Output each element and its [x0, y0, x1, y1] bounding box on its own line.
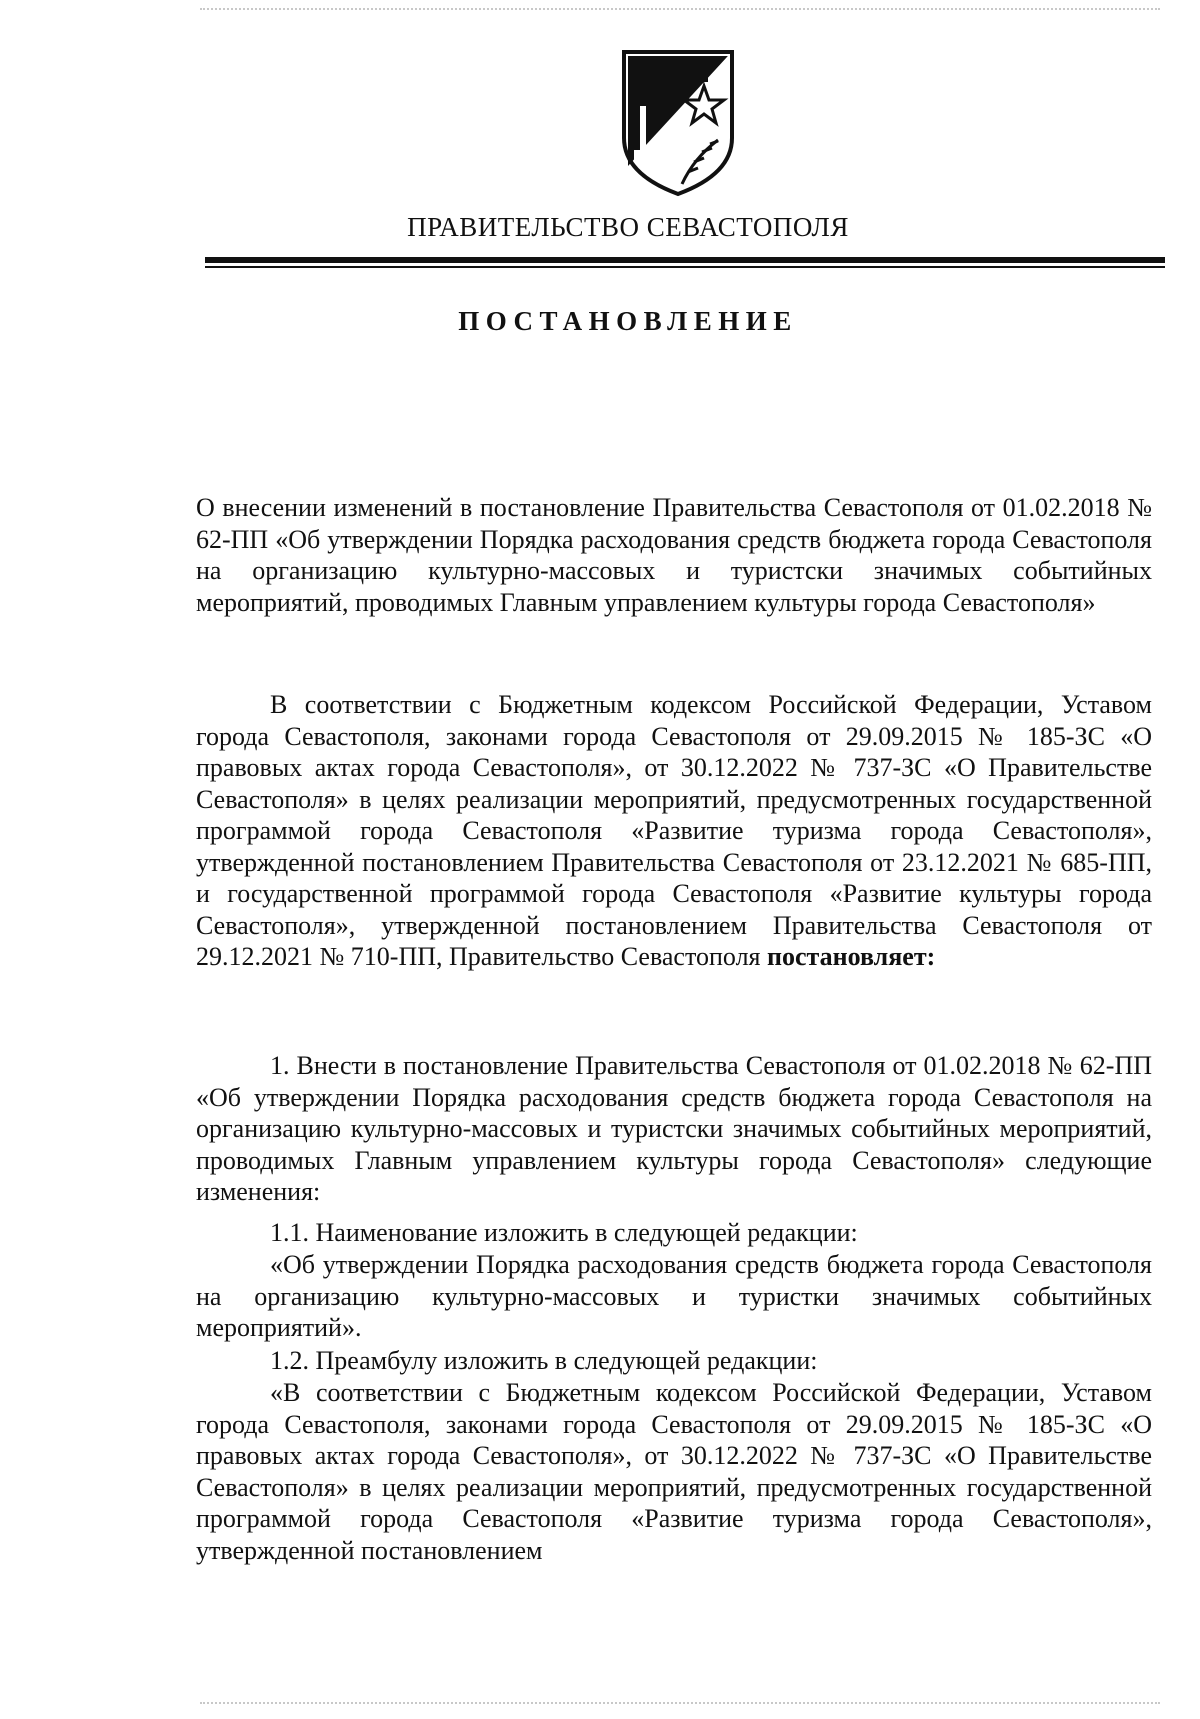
- document-type-title: ПОСТАНОВЛЕНИЕ: [458, 306, 798, 336]
- scan-edge-bottom: [200, 1702, 1160, 1706]
- item-1-1-text: «Об утверждении Порядка расходования средств бюджета города Севастополя на организацию культурно-массовых и туристки значимых событийных мероприятий».: [196, 1250, 1152, 1342]
- item-1-2-text: «В соответствии с Бюджетным кодексом Российской Федерации, Уставом города Севастополя, законами города Севастополя от 29.09.2015 № 185-ЗС «О правовых актах города Севастополя», от 30.12.2022 № 737-ЗС «О Правительстве Севастополя» в целях реализации мероприятий, предусмотренных государственной программой города Севастополя «Развитие туризма города Севастополя», утвержденной постановлением: [196, 1378, 1152, 1565]
- item-1-paragraph: 1. Внести в постановление Правительства Севастополя от 01.02.2018 № 62-ПП «Об утверждении Порядка расходования средств бюджета города Севастополя на организацию культурно-массовых и туристски значимых событийных мероприятий, проводимых Главным управлением культуры города Севастополя» следующие изменения:: [196, 1051, 1152, 1206]
- item-1-1-heading: 1.1. Наименование изложить в следующей редакции:: [270, 1218, 858, 1247]
- header-rule-thick: [205, 257, 1165, 263]
- header-rule-thin: [205, 266, 1165, 268]
- preamble-resolves: постановляет:: [767, 942, 936, 971]
- sevastopol-coat-of-arms-icon: [614, 46, 742, 198]
- preamble-text: В соответствии с Бюджетным кодексом Российской Федерации, Уставом города Севастополя, законами города Севастополя от 29.09.2015 № 185-ЗС «О правовых актах города Севастополя», от 30.12.2022 № 737-ЗС «О Правительстве Севастополя» в целях реализации мероприятий, предусмотренных государственной программой города Севастополя «Развитие туризма города Севастополя», утвержденной постановлением Правительства Севастополя от 23.12.2021 № 685-ПП, и государственной программой города Севастополя «Развитие культуры города Севастополя», утвержденной постановлением Правительства Севастополя от 29.12.2021 № 710-ПП, Правительство Севастополя: [196, 690, 1152, 971]
- government-title: ПРАВИТЕЛЬСТВО СЕВАСТОПОЛЯ: [407, 212, 849, 242]
- item-1-2-heading: 1.2. Преамбулу изложить в следующей редакции:: [270, 1346, 818, 1375]
- preamble-paragraph: [196, 689, 1152, 973]
- document-subject: О внесении изменений в постановление Правительства Севастополя от 01.02.2018 № 62-ПП «Об утверждении Порядка расходования средств бюджета города Севастополя на организацию культурно-массовых и туристски значимых событийных мероприятий, проводимых Главным управлением культуры города Севастополя»: [196, 493, 1152, 617]
- scan-edge-top: [200, 8, 1160, 12]
